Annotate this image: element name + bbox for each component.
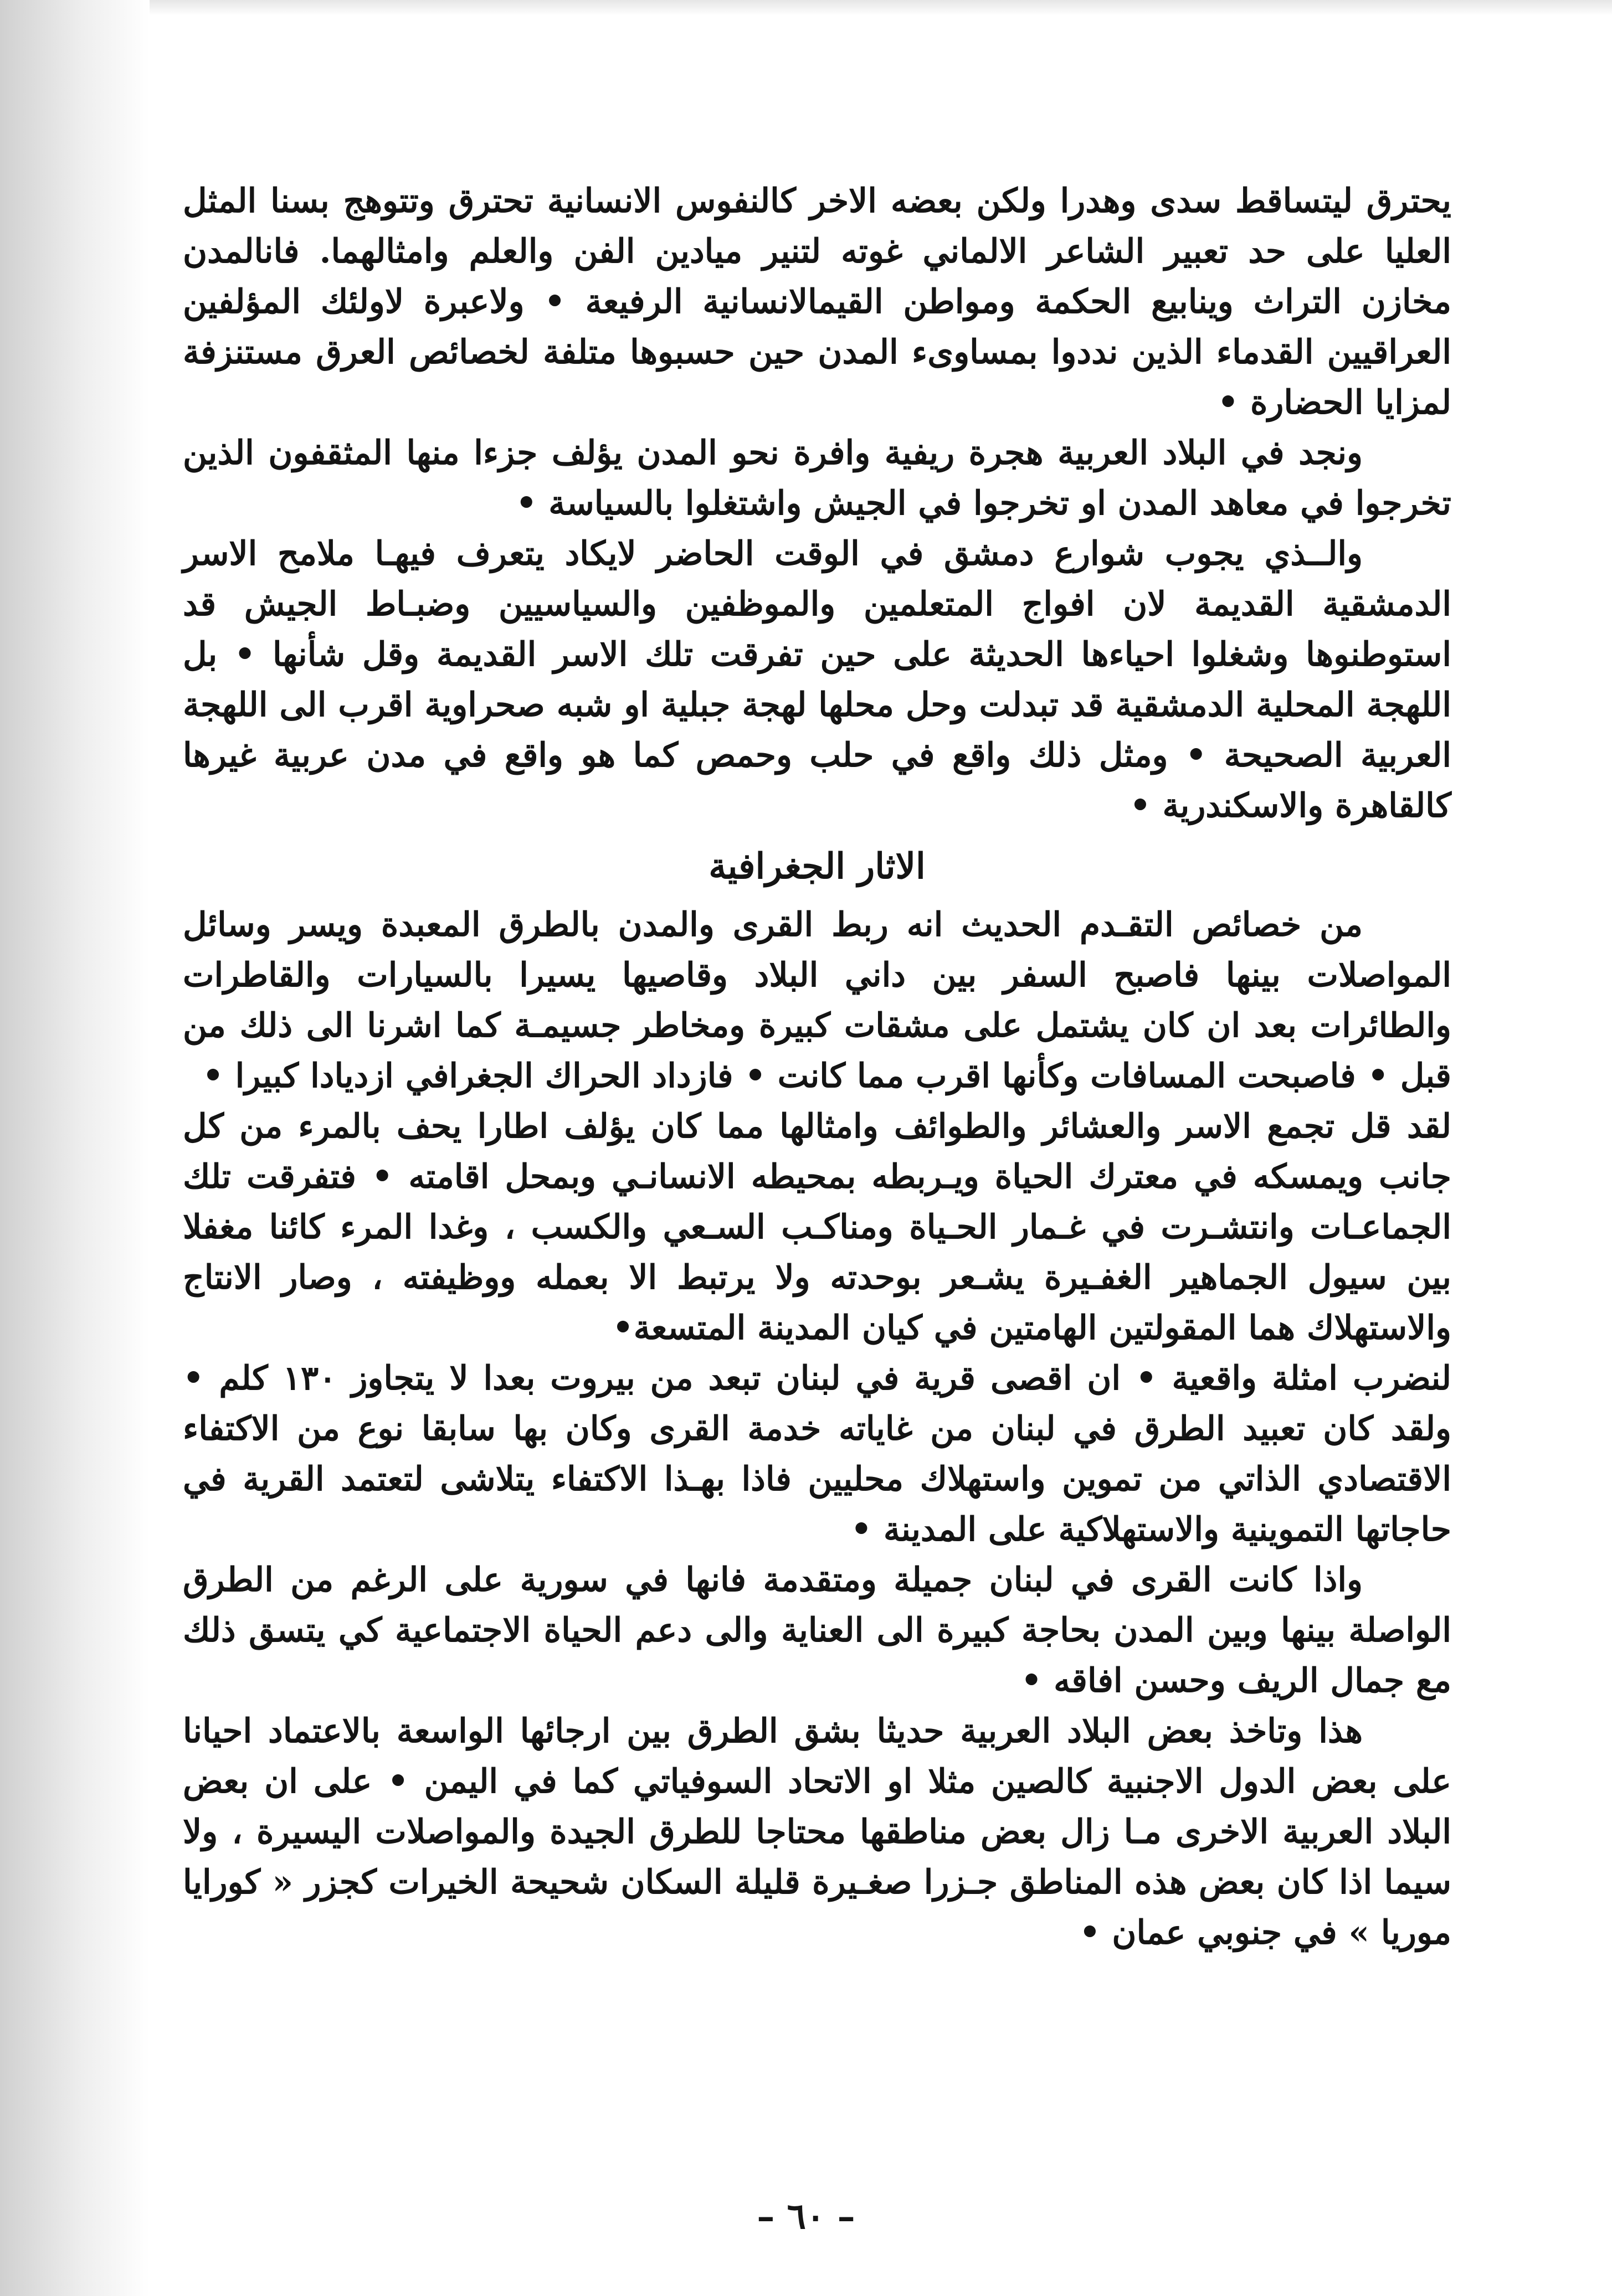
paragraph-1: يحترق ليتساقط سدى وهدرا ولكن بعضه الاخر كالنفوس الانسانية تحترق وتتوهج بسنا المثل العليا على حد تعبير الشاعر الالماني غوته لتنير ميادين الفن والعلم وامثالهما. فانالمدن مخازن التراث وينابيع الحكمة ومواطن القيمالانسانية الرفيعة • ولاعبرة لاولئك المؤلفين العراقيين القدماء الذين نددوا بمساوىء المدن حين حسبوها متلفة لخصائص العرق مستنزفة لمزايا الحضارة • <box>183 182 1452 422</box>
paragraph-2: ونجد في البلاد العربية هجرة ريفية وافرة نحو المدن يؤلف جزءا منها المثقفون الذين تخرجوا في معاهد المدن او تخرجوا في الجيش واشتغلوا بالسياسة • <box>183 434 1451 523</box>
scan-shadow-top <box>150 0 1612 16</box>
section-paragraph-2: لقد قل تجمع الاسر والعشائر والطوائف وامثالها مما كان يؤلف اطارا يحف بالمرء من كل جانب ويمسكه في معترك الحياة ويـربطه بمحيطه الانسانـي وبمحل اقامته • فتفرقت تلك الجماعـات وانتشـرت في غـمار الحـياة ومناكـب السـعي والكسب ، وغدا المرء كائنا مغفلا بين سيول الجماهير الغفـيرة يشـعر بوحدته ولا يرتبط الا بعمله ووظيفته ، وصار الانتاج والاستهلاك هما المقولتين الهامتين في كيان المدينة المتسعة• <box>183 1107 1451 1347</box>
page-number: – ٦٠ – <box>757 2196 855 2237</box>
section-paragraph-4: واذا كانت القرى في لبنان جميلة ومتقدمة فانها في سورية على الرغم من الطرق الواصلة بينها وبين المدن بحاجة كبيرة الى العناية والى دعم الحياة الاجتماعية كي يتسق ذلك مع جمال الريف وحسن افاقه • <box>183 1561 1451 1700</box>
section-paragraph-3: لنضرب امثلة واقعية • ان اقصى قرية في لبنان تبعد من بيروت بعدا لا يتجاوز ١٣٠ كلم • ولقد كان تعبيد الطرق في لبنان من غاياته خدمة القرى وكان بها سابقا نوع من الاكتفاء الاقتصادي الذاتي من تموين واستهلاك محليين فاذا بهـذا الاكتفاء يتلاشى لتعتمد القرية في حاجاتها التموينية والاستهلاكية على المدينة • <box>183 1359 1452 1549</box>
page-body <box>183 176 1451 1958</box>
scan-shadow-left <box>0 0 150 2296</box>
paragraph-3: والــذي يجوب شوارع دمشق في الوقت الحاضر لايكاد يتعرف فيهـا ملامح الاسر الدمشقية القديمة لان افواج المتعلمين والموظفين والسياسيين وضبـاط الجيش قد استوطنوها وشغلوا احياءها الحديثة على حين تفرقت تلك الاسر القديمة وقل شأنها • بل اللهجة المحلية الدمشقية قد تبدلت وحل محلها لهجة جبلية او شبه صحراوية اقرب الى اللهجة العربية الصحيحة • ومثل ذلك واقع في حلب وحمص كما هو واقع في مدن عربية غيرها كالقاهرة والاسكندرية • <box>183 534 1451 825</box>
section-paragraph-5: هذا وتاخذ بعض البلاد العربية حديثا بشق الطرق بين ارجائها الواسعة بالاعتماد احيانا على بعض الدول الاجنبية كالصين مثلا او الاتحاد السوفياتي كما في اليمن • على ان بعض البلاد العربية الاخرى مـا زال بعض مناطقها محتاجا للطرق الجيدة والمواصلات اليسيرة ، ولا سيما اذا كان بعض هذه المناطق جـزرا صغـيرة قليلة السكان شحيحة الخيرات كجزر « كورايا موريا » في جنوبي عمان • <box>183 1712 1451 1952</box>
section-heading: الاثار الجغرافية <box>709 846 926 887</box>
section-paragraph-1: من خصائص التقـدم الحديث انه ربط القرى والمدن بالطرق المعبدة ويسر وسائل المواصلات بينها فاصبح السفر بين داني البلاد وقاصيها يسيرا بالسيارات والقاطرات والطائرات بعد ان كان يشتمل على مشقات كبيرة ومخاطر جسيمـة كما اشرنا الى ذلك من قبل • فاصبحت المسافات وكأنها اقرب مما كانت • فازداد الحراك الجغرافي ازديادا كبيرا • <box>183 905 1452 1095</box>
